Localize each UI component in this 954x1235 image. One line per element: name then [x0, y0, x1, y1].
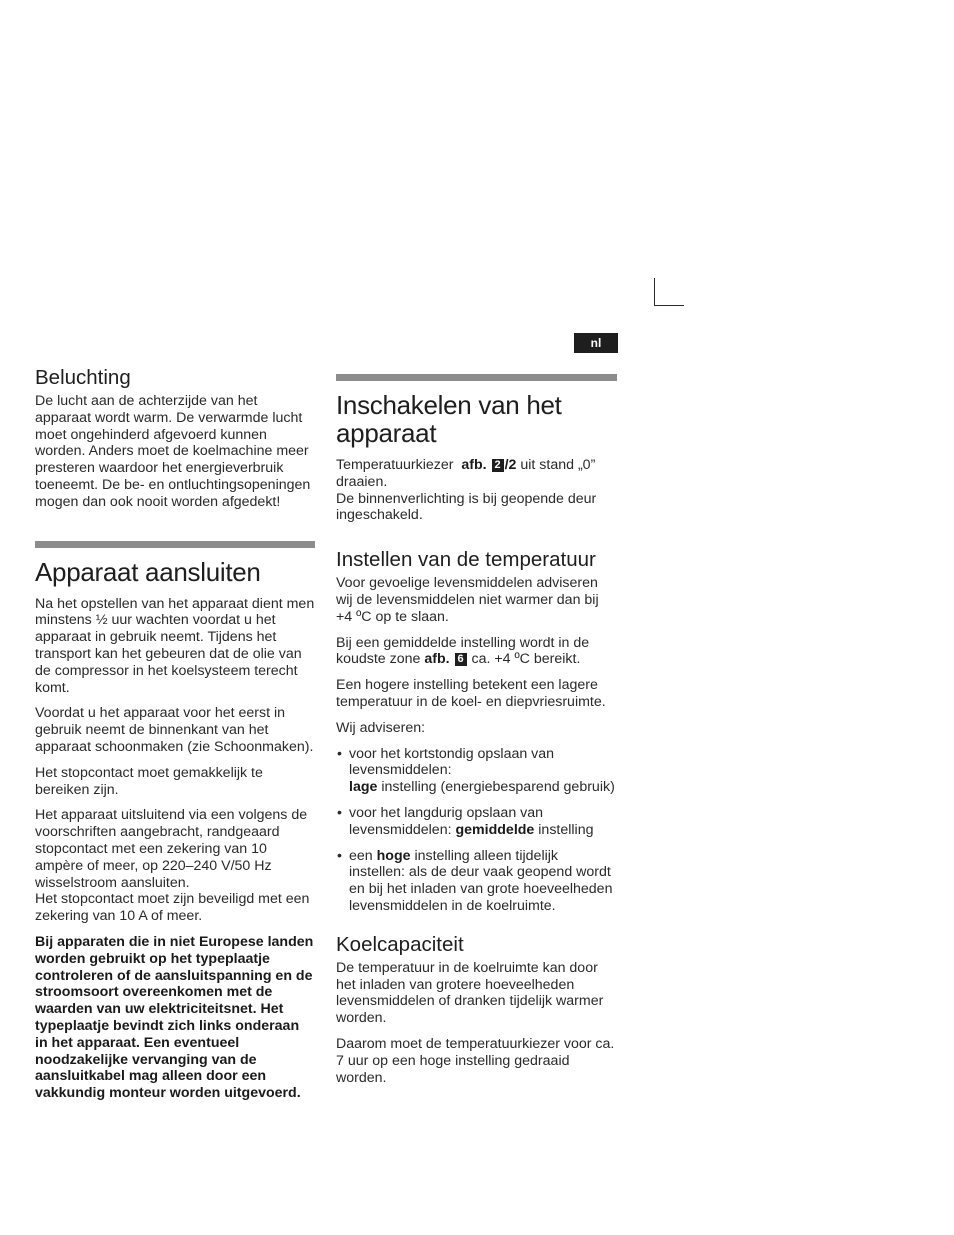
- list-item-text: voor het langdurig opslaan van levensmiddelen:: [349, 804, 544, 838]
- aansluiten-text-4b: Het stopcontact moet zijn beveiligd met een zekering van 10 A of meer.: [35, 891, 310, 925]
- inschakelen-text-1-post: uit stand „0” draaien.: [336, 457, 596, 490]
- instellen-text-3: Een hogere instelling betekent een lagere temperatuur in de koel- en diepvriesruimte.: [336, 677, 606, 710]
- list-item-text: voor het kortstondig opslaan van levensmiddelen:: [349, 745, 555, 779]
- koelcapaciteit-text-1: De temperatuur in de koelruimte kan door het inladen van grotere hoeveelheden levensmiddelen of dranken tijdelijk warmer worden.: [336, 959, 604, 1027]
- list-item-text: instelling (energiebesparend gebruik): [381, 779, 615, 796]
- beluchting-heading: Beluchting: [35, 366, 131, 389]
- koelcapaciteit-heading: Koelcapaciteit: [336, 932, 464, 956]
- list-item: [336, 805, 617, 839]
- instellen-text-2-pre: Bij een gemiddelde instelling wordt in de koudste zone: [336, 634, 590, 668]
- inschakelen-text-1: [336, 457, 617, 491]
- aansluiten-warning: Bij apparaten die in niet Europese landen worden gebruikt op het typeplaatje controleren of de aansluitspanning en de stroomsoort overeenkomen met de waarden van uw elektriciteitsnet. Het typeplaatje bevindt zich links onderaan in het apparaat. Een eventueel noodzakelijke vervanging van de aansluitkabel mag alleen door een vakkundig monteur worden uitgevoerd.: [35, 933, 314, 1102]
- list-item-bold: hoge: [376, 847, 411, 864]
- right-column: [336, 374, 617, 1086]
- instellen-heading: Instellen van de temperatuur: [336, 548, 596, 572]
- list-item-text: een: [349, 847, 373, 864]
- section-rule: [35, 541, 315, 548]
- figure-number-box: 6: [455, 653, 467, 666]
- aansluiten-text-3: Het stopcontact moet gemakkelijk te bereiken zijn.: [35, 764, 263, 798]
- beluchting-text: De lucht aan de achterzijde van het apparaat wordt warm. De verwarmde lucht moet ongehinderd afgevoerd kunnen worden. Anders moet de koelmachine meer presteren waardoor het energieverbruik toeneemt. De be- en ontluchtingsopeningen mogen dan ook nooit worden afgedekt!: [35, 393, 311, 510]
- language-tag: nl: [574, 333, 618, 353]
- inschakelen-text-2: De binnenverlichting is bij geopende deur ingeschakeld.: [336, 490, 597, 524]
- list-item: [336, 746, 617, 796]
- instellen-text-2-post: ca. +4 ºC bereikt.: [471, 651, 581, 668]
- list-item-bold: gemiddelde: [455, 821, 535, 838]
- crop-mark-vertical: [654, 278, 655, 306]
- aansluiten-text-1: Na het opstellen van het apparaat dient men minstens ½ uur wachten voordat u het apparaat in gebruik neemt. Tijdens het transport kan het gebeuren dat de olie van de compressor in het koelsysteem terecht komt.: [35, 595, 315, 696]
- figure-number-box: 2: [492, 459, 504, 472]
- inschakelen-text-1-pre: Temperatuurkiezer: [336, 457, 454, 473]
- figure-ref-label: afb.: [424, 651, 450, 668]
- aansluiten-text-2: Voordat u het apparaat voor het eerst in gebruik neemt de binnenkant van het apparaat schoonmaken (zie Schoonmaken).: [35, 705, 314, 755]
- aansluiten-text-4a: Het apparaat uitsluitend via een volgens de voorschriften aangebracht, randgeaard stopcontact met een zekering van 10 ampère of meer, op 220–240 V/50 Hz wisselstroom aansluiten.: [35, 807, 308, 891]
- figure-ref-item: /2: [504, 457, 517, 473]
- instellen-text-2: [336, 635, 617, 669]
- section-rule: [336, 374, 617, 381]
- list-item: [336, 848, 617, 915]
- bullet-icon: •: [337, 804, 342, 821]
- figure-ref-label: afb.: [461, 457, 487, 473]
- crop-mark-horizontal: [654, 305, 684, 306]
- instellen-text-4: Wij adviseren:: [336, 719, 426, 736]
- inschakelen-heading: Inschakelen van het apparaat: [336, 390, 562, 448]
- left-column: [35, 366, 315, 1102]
- bullet-icon: •: [337, 847, 342, 864]
- aansluiten-heading: Apparaat aansluiten: [35, 556, 261, 587]
- list-item-text: instelling: [538, 821, 594, 838]
- list-item-bold: lage: [349, 779, 378, 796]
- list-item-text: instelling alleen tijdelijk instellen: als de deur vaak geopend wordt en bij het inladen van grote hoeveelheden levensmiddelen in de koelruimte.: [349, 847, 613, 914]
- koelcapaciteit-text-2: Daarom moet de temperatuurkiezer voor ca. 7 uur op een hoge instelling gedraaid worden.: [336, 1035, 615, 1086]
- advice-list: [336, 746, 617, 915]
- instellen-text-1: Voor gevoelige levensmiddelen adviseren wij de levensmiddelen niet warmer dan bij +4 ºC op te slaan.: [336, 575, 599, 625]
- bullet-icon: •: [337, 745, 342, 762]
